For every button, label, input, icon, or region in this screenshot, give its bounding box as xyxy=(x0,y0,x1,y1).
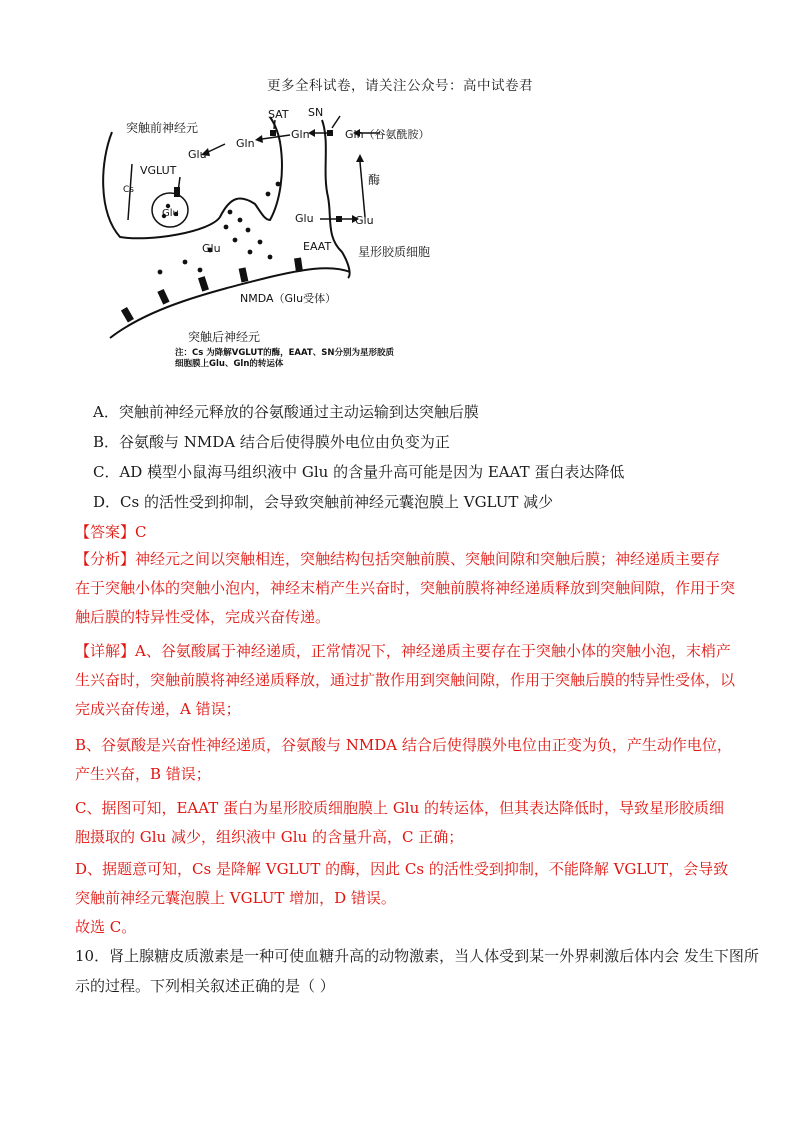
presynaptic-label: 突触前神经元 xyxy=(126,121,199,135)
option-b: B．谷氨酸与 NMDA 结合后使得膜外电位由负变为正 xyxy=(93,433,450,451)
option-a: A．突触前神经元释放的谷氨酸通过主动运输到达突触后膜 xyxy=(93,403,479,421)
sn-label: SN xyxy=(308,106,324,119)
analysis-paragraph xyxy=(75,545,735,632)
option-d: D．Cs 的活性受到抑制，会导致突触前神经元囊泡膜上 VGLUT 减少 xyxy=(93,493,554,511)
gln-label-1: Gln xyxy=(291,128,310,141)
figure-note-1: 注：Cs 为降解VGLUT的酶，EAAT、SN分别为星形胶质 xyxy=(175,348,394,358)
conclusion: 故选 C。 xyxy=(75,918,137,936)
postsynaptic-label: 突触后神经元 xyxy=(188,330,261,344)
detail-c: C、据图可知，EAAT 蛋白为星形胶质细胞膜上 Glu 的转运体，但其表达降低时，导致星形胶质细胞摄取的 Glu 减少，组织液中 Glu 的含量升高，C 正确； xyxy=(75,799,725,846)
detail-label: 【详解】 xyxy=(75,642,136,660)
analysis-text: 神经元之间以突触相连，突触结构包括突触前膜、突触间隙和突触后膜；神经递质主要存在于突触小体的突触小泡内，神经末梢产生兴奋时，突触前膜将神经递质释放到突触间隙，作用于突触后膜的特异性受体，完成兴奋传递。 xyxy=(75,550,736,626)
option-c: C．AD 模型小鼠海马组织液中 Glu 的含量升高可能是因为 EAAT 蛋白表达降低 xyxy=(93,463,625,481)
glu-label-4: Glu xyxy=(202,242,221,255)
page-header: 更多全科试卷，请关注公众号：高中试卷君 xyxy=(267,78,533,94)
analysis-label: 【分析】 xyxy=(75,550,136,568)
question-10-line-2: 示的过程。下列相关叙述正确的是（ ） xyxy=(75,977,335,995)
gln-label-2: Gln xyxy=(236,137,255,150)
detail-d: D、据题意可知，Cs 是降解 VGLUT 的酶，因此 Cs 的活性受到抑制，不能降解 VGLUT，会导致突触前神经元囊泡膜上 VGLUT 增加，D 错误。 xyxy=(75,860,729,907)
detail-b: B、谷氨酸是兴奋性神经递质，谷氨酸与 NMDA 结合后使得膜外电位由正变为负，产生动作电位，产生兴奋，B 错误； xyxy=(75,736,732,783)
detail-a-paragraph xyxy=(75,637,735,724)
nmda-label: NMDA（Glu受体） xyxy=(240,292,337,305)
glu-label-1: Glu xyxy=(188,148,207,161)
glu-label-2: Glu xyxy=(295,212,314,225)
astrocyte-label: 星形胶质细胞 xyxy=(358,245,431,259)
glu-label-3: Glu xyxy=(355,214,374,227)
vglut-label: VGLUT xyxy=(140,164,177,177)
detail-a-text: A、谷氨酸属于神经递质，正常情况下，神经递质主要存在于突触小体的突触小泡，末梢产生兴奋时，突触前膜将神经递质释放，通过扩散作用到突触间隙，作用于突触后膜的特异性受体，以完成兴奋传递，A 错误； xyxy=(75,642,736,718)
enzyme-label: 酶 xyxy=(368,173,381,187)
answer: 【答案】C xyxy=(75,523,147,541)
glu-vesicle-label: Glu xyxy=(162,208,179,219)
gln-note-label: Gln（谷氨酰胺） xyxy=(345,128,430,141)
synapse-diagram xyxy=(90,102,460,368)
figure-note-2: 细胞膜上Glu、Gln的转运体 xyxy=(175,359,284,368)
cs-label: Cs xyxy=(123,185,134,195)
eaat-label: EAAT xyxy=(303,240,332,253)
sat-label: SAT xyxy=(268,108,289,121)
question-10-line-1: 10．肾上腺糖皮质激素是一种可使血糖升高的动物激素，当人体受到某一外界刺激后体内会 发生下图所 xyxy=(75,947,759,965)
